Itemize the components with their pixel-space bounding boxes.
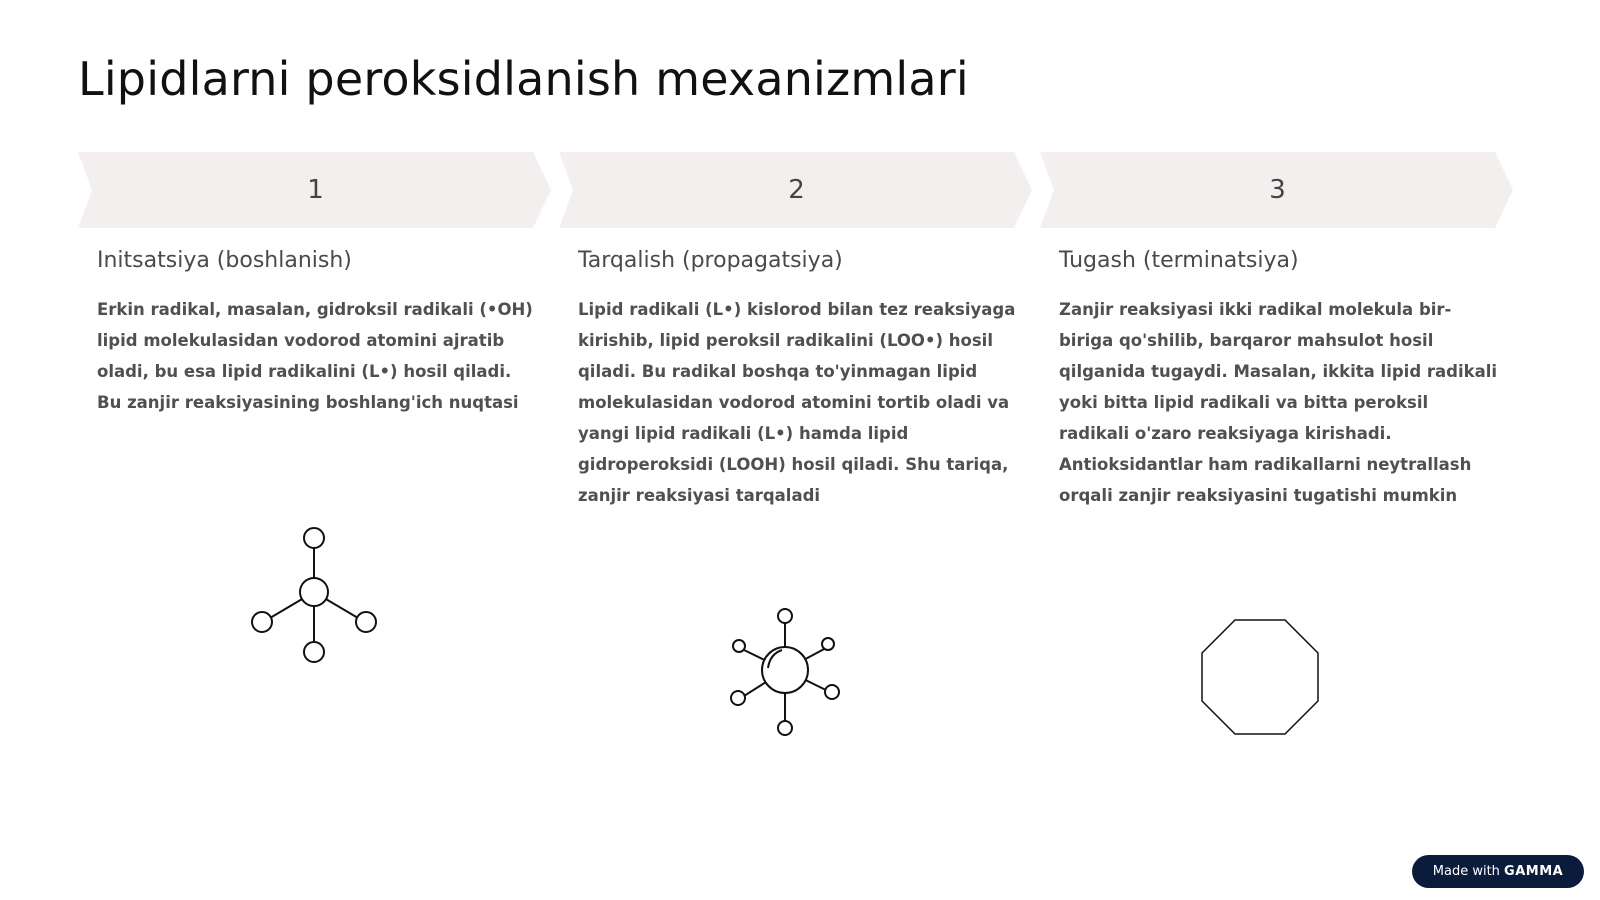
step-3-heading: Tugash (terminatsiya) [1059, 248, 1299, 273]
step-1-column [78, 150, 553, 790]
gamma-logo: GAMMA [1504, 864, 1564, 879]
molecule-icon [250, 524, 380, 664]
step-2-number: 2 [788, 175, 805, 205]
step-2-column [559, 150, 1034, 790]
step-1-number: 1 [307, 175, 324, 205]
step-3-column [1040, 150, 1515, 790]
step-3-text: Zanjir reaksiyasi ikki radikal molekula bir-biriga qo'shilib, barqaror mahsulot hosil qilganida tugaydi. Masalan, ikkita lipid radikali yoki bitta lipid radikali va bitta peroksil radikali o'zaro reaksiyaga kirishadi. Antioksidantlar ham radikallarni neytrallash orqali zanjir reaksiyasini tugatishi mumkin [1059, 300, 1498, 505]
made-with-gamma-badge[interactable] [1412, 855, 1584, 888]
slide-title: Lipidlarni peroksidlanish mexanizmlari [78, 52, 969, 106]
step-2-heading: Tarqalish (propagatsiya) [578, 248, 843, 273]
step-3-number: 3 [1269, 175, 1286, 205]
step-2-text: Lipid radikali (L•) kislorod bilan tez reaksiyaga kirishib, lipid peroksil radikalini (LOO•) hosil qiladi. Bu radikal boshqa to'yinmagan lipid molekulasidan vodorod atomini tortib oladi va yangi lipid radikali (L•) hamda lipid gidroperoksidi (LOOH) hosil qiladi. Shu tariqa, zanjir reaksiyasi tarqaladi [578, 300, 1016, 505]
octagon-icon [1200, 618, 1320, 736]
virus-icon [730, 608, 840, 738]
step-1-text: Erkin radikal, masalan, gidroksil radikali (•OH) lipid molekulasidan vodorod atomini ajratib oladi, bu esa lipid radikalini (L•) hosil qiladi. Bu zanjir reaksiyasining boshlang'ich nuqtasi [97, 300, 533, 412]
step-1-heading: Initsatsiya (boshlanish) [97, 248, 352, 273]
badge-prefix: Made with [1432, 864, 1505, 879]
